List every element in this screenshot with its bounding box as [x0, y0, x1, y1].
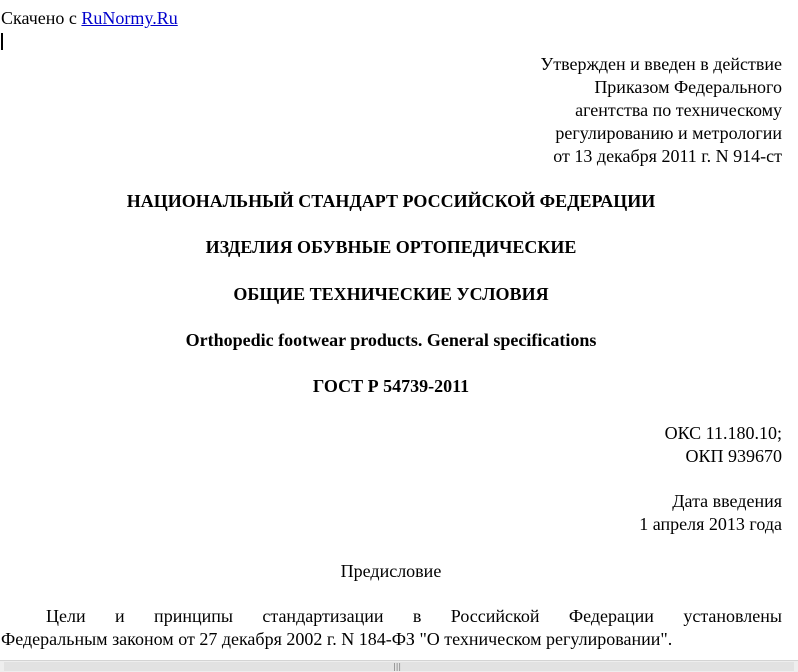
- preface-paragraph: [1, 605, 782, 651]
- approval-line: Утвержден и введен в действие: [540, 54, 782, 74]
- intro-date-label: Дата введения: [672, 491, 782, 511]
- text-caret: [1, 33, 3, 50]
- horizontal-scrollbar[interactable]: [0, 660, 798, 672]
- national-standard-heading: НАЦИОНАЛЬНЫЙ СТАНДАРТ РОССИЙСКОЙ ФЕДЕРАЦИИ: [126, 191, 656, 211]
- subtitle-ru-heading: ОБЩИЕ ТЕХНИЧЕСКИЕ УСЛОВИЯ: [233, 284, 549, 304]
- source-line: [1, 8, 178, 28]
- grip-icon: |||: [393, 662, 402, 671]
- source-prefix: Скачено с: [1, 8, 82, 28]
- approval-line: регулированию и метрологии: [555, 123, 782, 143]
- intro-date-block: [639, 490, 782, 536]
- scrollbar-thumb[interactable]: [4, 662, 794, 671]
- approval-line: Приказом Федерального: [594, 77, 782, 97]
- gost-number: ГОСТ Р 54739-2011: [312, 376, 470, 396]
- title-en-heading: Orthopedic footwear products. General specifications: [185, 330, 597, 350]
- approval-line: агентства по техническому: [575, 100, 782, 120]
- okp-code: ОКП 939670: [685, 446, 782, 466]
- preface-line: Цели и принципы стандартизации в Российской Федерации установлены: [46, 606, 782, 626]
- intro-date-value: 1 апреля 2013 года: [639, 514, 782, 534]
- source-link[interactable]: RuNormy.Ru: [81, 8, 178, 28]
- preface-title: Предисловие: [340, 561, 442, 581]
- approval-block: [540, 53, 782, 168]
- classification-block: [665, 422, 782, 468]
- oks-code: ОКС 11.180.10;: [664, 423, 782, 443]
- approval-line: от 13 декабря 2011 г. N 914-ст: [553, 146, 782, 166]
- preface-line: Федеральным законом от 27 декабря 2002 г. N 184-ФЗ "О техническом регулировании".: [1, 629, 673, 649]
- title-ru-heading: ИЗДЕЛИЯ ОБУВНЫЕ ОРТОПЕДИЧЕСКИЕ: [205, 237, 577, 257]
